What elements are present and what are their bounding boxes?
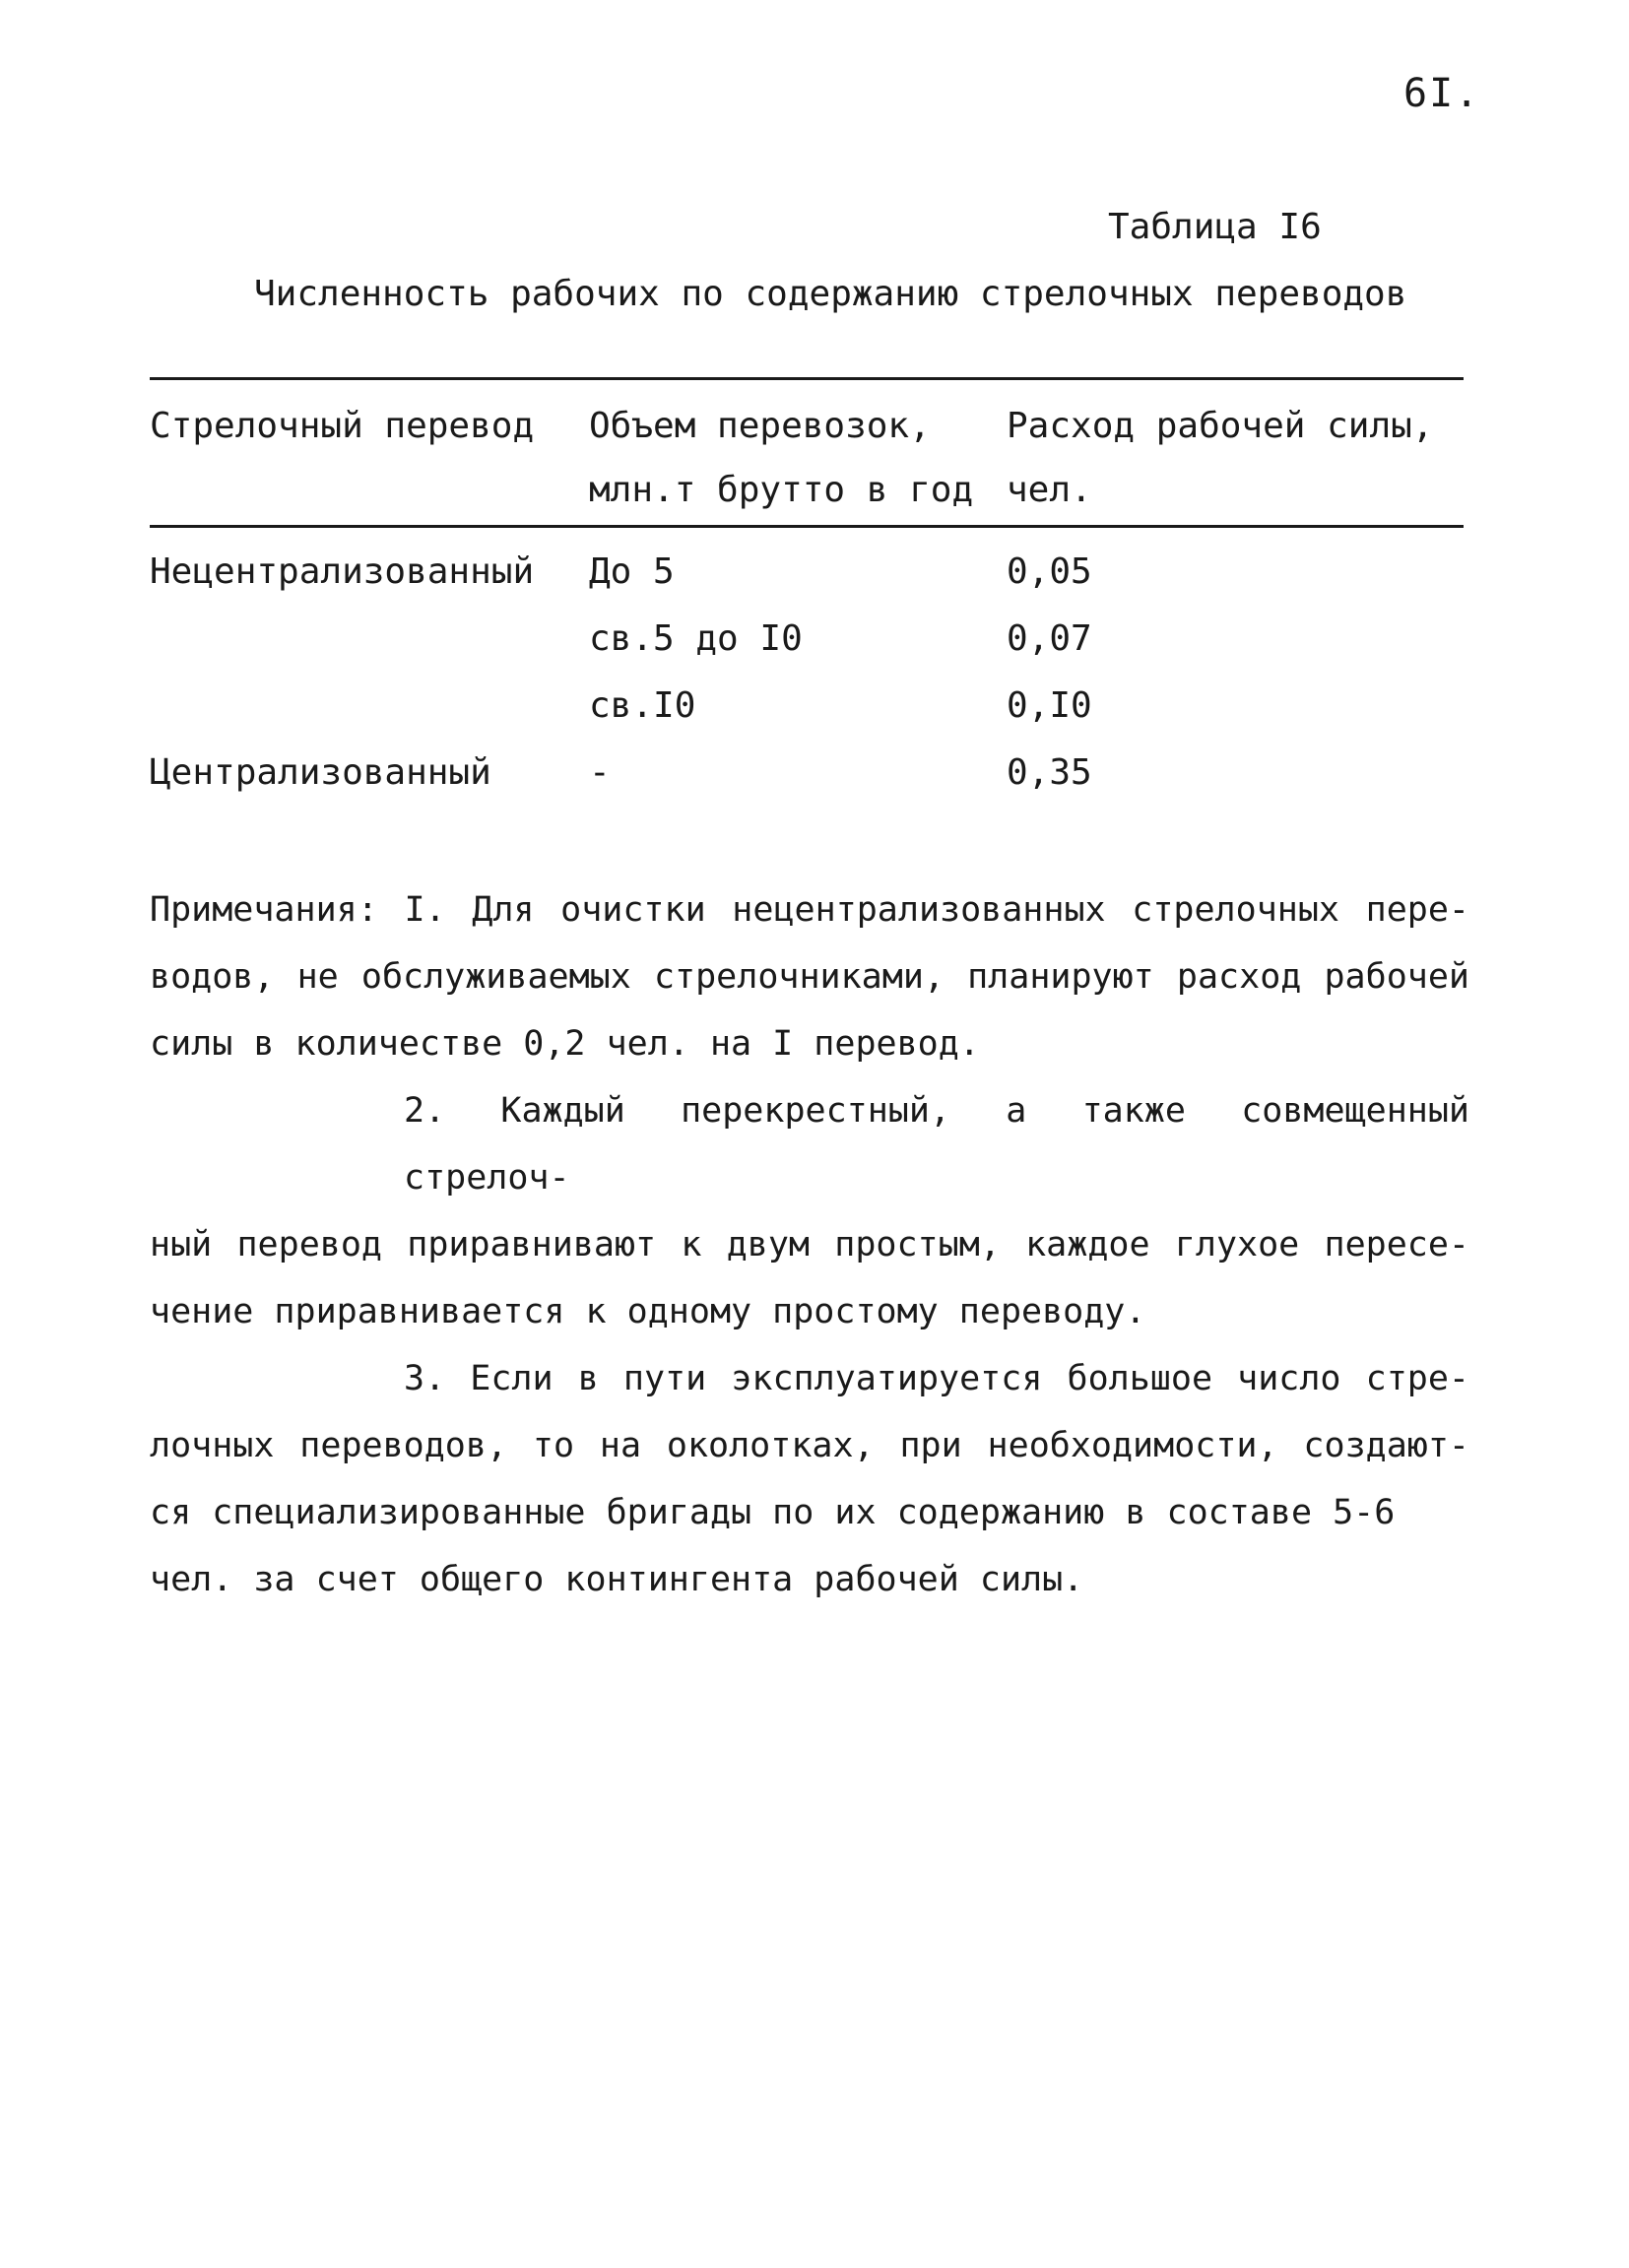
header-volume-line2: млн.т брутто в год [589,470,974,510]
note-line: силы в количестве 0,2 чел. на I перевод. [150,1024,980,1064]
note-line: ся специализированные бригады по их содержанию в составе 5-6 [150,1493,1396,1532]
row-switch-type: Нецентрализованный [150,551,535,592]
table-label: Таблица I6 [1108,207,1322,247]
table-top-rule [150,377,1464,380]
note-1 [150,876,1469,1077]
row-labor: 0,05 [1007,551,1092,592]
note-line: Примечания: I. Для очистки нецентрализованных стрелочных пере- [150,890,1469,930]
note-line: ный перевод приравнивают к двум простым, каждое глухое пересе- [150,1225,1469,1264]
note-line: чение приравнивается к одному простому переводу. [150,1292,1146,1331]
note-line: чел. за счет общего контингента рабочей силы. [150,1560,1084,1599]
header-labor-line1: Расход рабочей силы, [1007,406,1434,446]
note-2 [150,1077,1469,1345]
notes-section [150,876,1469,1613]
note-line: 2. Каждый перекрестный, а также совмещенный стрелоч- [404,1091,1469,1198]
row-labor: 0,I0 [1007,685,1092,726]
table-header-rule [150,525,1464,528]
table-caption: Численность рабочих по содержанию стрелочных переводов [254,274,1407,314]
note-line: водов, не обслуживаемых стрелочниками, планируют расход рабочей [150,957,1469,997]
header-switch-type: Стрелочный перевод [150,406,535,446]
row-volume: До 5 [589,551,675,592]
row-labor: 0,35 [1007,752,1092,793]
row-volume: св.5 до I0 [589,618,803,659]
row-volume: св.I0 [589,685,696,726]
row-volume: - [589,752,611,793]
row-labor: 0,07 [1007,618,1092,659]
note-line: 3. Если в пути эксплуатируется большое число стре- [404,1359,1469,1398]
note-line: лочных переводов, то на околотках, при необходимости, создают- [150,1426,1469,1465]
header-labor-line2: чел. [1007,470,1092,510]
header-volume-line1: Объем перевозок, [589,406,931,446]
row-switch-type: Централизованный [150,752,491,793]
page-number: 6I. [1403,71,1481,116]
note-3 [150,1345,1469,1613]
